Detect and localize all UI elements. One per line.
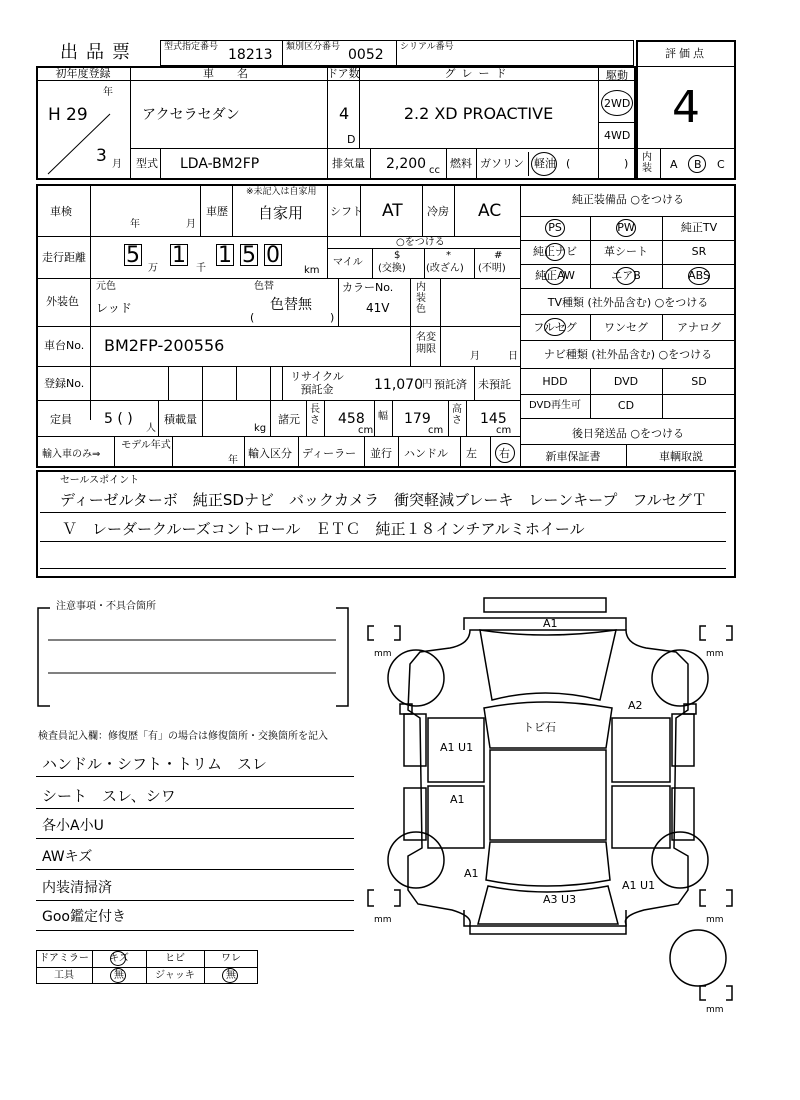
import-class-label: 輸入区分 <box>248 447 292 460</box>
equip-pw-circle <box>616 219 636 237</box>
import-year-unit: 年 <box>228 455 238 466</box>
first-reg-year-unit: 年 <box>103 87 113 98</box>
diagram-mm-5: mm <box>706 1005 724 1015</box>
equip-airbag: エアB <box>611 269 641 282</box>
mileage-man: 万 <box>148 263 158 274</box>
equip-airbag-circle <box>616 267 636 285</box>
inspection-label: 車検 <box>50 205 72 218</box>
equip-navi-circle <box>545 243 565 261</box>
mileage-digit-4: 5 <box>242 243 256 268</box>
diagram-mm-3: mm <box>374 915 392 925</box>
drive-2wd-circle <box>601 90 633 116</box>
inspector-line-3: 各小A小U <box>42 818 104 834</box>
acc-tools-none: 無 <box>114 970 124 981</box>
doors-label: ドア数 <box>327 67 360 80</box>
recycle-undeposit: 未預託 <box>478 378 511 391</box>
diagram-label-left-front-door: A1 U1 <box>440 741 474 754</box>
equipment-title: 純正装備品 ○をつける <box>571 193 685 206</box>
mileage-unit: km <box>304 265 320 276</box>
diagram-label-right-front: A2 <box>628 699 643 712</box>
tv-analog: アナログ <box>677 321 721 334</box>
chassis-value: BM2FP-200556 <box>104 336 225 355</box>
mileage-opt-star: * <box>446 250 451 261</box>
equip-ps-circle <box>545 219 565 237</box>
equip-leather: 革シート <box>604 245 648 258</box>
first-reg-year: 29 <box>66 105 88 125</box>
acc-scratch: キズ <box>109 953 129 964</box>
inspector-line-6: Goo鑑定付き <box>42 909 126 925</box>
inspector-line-5: 内装清掃済 <box>42 880 112 896</box>
recycle-label: リサイクル預託金 <box>290 370 344 396</box>
door-suffix: D <box>347 133 356 146</box>
equip-abs: ABS <box>688 269 710 282</box>
interior-grade-c: C <box>717 158 725 171</box>
interior-grade-b: B <box>694 158 702 171</box>
capacity-label: 定員 <box>50 413 72 426</box>
mileage-opt-mile: マイル <box>333 257 363 268</box>
later-docs-warranty: 新車保証書 <box>545 450 601 463</box>
displacement-value: 2,200 <box>386 156 427 172</box>
sheet-title: 出品票 <box>60 42 138 63</box>
tv-title: TV種類 (社外品含む) ○をつける <box>547 296 709 309</box>
history-label: 車歴 <box>206 205 228 218</box>
acc-tools: 工具 <box>54 970 74 981</box>
diagram-label-left-rear: A1 <box>464 867 479 880</box>
color-repaint-label: 色替 <box>254 281 274 292</box>
recycle-deposit: 預託済 <box>434 378 467 391</box>
shift-label: シフト <box>330 205 363 218</box>
grade-value: 2.2 XD PROACTIVE <box>403 104 554 123</box>
equip-aw-circle <box>545 267 565 285</box>
notes-label: 注意事項・不具合箇所 <box>56 601 156 612</box>
color-code-label: カラーNo. <box>342 281 394 294</box>
model-value: LDA-BM2FP <box>180 156 260 172</box>
ac-label: 冷房 <box>427 205 449 218</box>
recycle-value: 11,070 <box>374 377 423 393</box>
fuel-paren-open: ( <box>566 157 571 170</box>
mileage-digit-5: 0 <box>266 243 280 268</box>
acc-scratch-circle <box>110 951 126 966</box>
chassis-change-label: 名変期限 <box>416 332 436 355</box>
inspector-line-4: AWキズ <box>42 849 93 865</box>
interior-grade-a: A <box>670 158 678 171</box>
serial-label: シリアル番号 <box>400 42 454 52</box>
interior-label: 内装 <box>642 152 652 174</box>
equip-ps: PS <box>548 221 562 234</box>
later-docs-manual: 車輌取説 <box>659 450 703 463</box>
chassis-label: 車台No. <box>44 339 85 352</box>
diagram-label-rear: A3 U3 <box>543 893 577 906</box>
mileage-mark-label: ○をつける <box>396 237 445 248</box>
import-label: 輸入車のみ⇒ <box>42 449 101 460</box>
equip-navi: 純正ナビ <box>533 245 577 258</box>
handle-label: ハンドル <box>404 447 448 460</box>
equip-tv: 純正TV <box>680 221 718 234</box>
import-parallel: 並行 <box>370 447 392 460</box>
handle-left: 左 <box>466 447 477 460</box>
type-no: 18213 <box>228 47 273 63</box>
load-label: 積載量 <box>164 413 197 426</box>
diagram-label-front: A1 <box>543 617 558 630</box>
ac-value: AC <box>478 201 502 221</box>
capacity-value: 5 ( ) <box>104 411 133 427</box>
color-paren-open: ( <box>250 311 255 324</box>
acc-mirror: ドアミラー <box>39 953 89 964</box>
color-orig: レッド <box>96 301 132 315</box>
acc-jack-circle <box>222 968 238 983</box>
diagram-label-windshield: トビ石 <box>523 721 556 734</box>
sales-line-1: ディーゼルターボ 純正SDナビ バックカメラ 衝突軽減ブレーキ レーンキープ フルセグＴ <box>60 491 707 509</box>
color-paren-close: ) <box>330 311 335 324</box>
fuel-diesel-circle <box>531 152 557 176</box>
history-value: 自家用 <box>258 204 304 222</box>
first-reg-month: 3 <box>96 146 107 166</box>
drive-2wd: 2WD <box>604 97 631 110</box>
drive-label: 駆動 <box>606 69 628 82</box>
diagram-label-left-rear-door: A1 <box>450 793 465 806</box>
navi-dvdplay: DVD再生可 <box>528 400 582 411</box>
color-label: 外装色 <box>46 295 79 308</box>
load-unit: kg <box>254 423 267 434</box>
mileage-opt-unknown: (不明) <box>478 263 506 274</box>
tv-fullseg: フルセグ <box>533 321 577 334</box>
inspection-month: 月 <box>186 219 196 230</box>
interior-b-circle <box>688 155 706 173</box>
acc-crack: ヒビ <box>165 953 185 964</box>
length-value: 458 <box>338 411 365 427</box>
dims-label: 諸元 <box>278 413 300 426</box>
height-value: 145 <box>480 411 507 427</box>
tv-oneseg: ワンセグ <box>604 321 648 334</box>
notes-frame <box>30 600 356 718</box>
mileage-sen: 千 <box>196 263 206 274</box>
handle-right-circle <box>495 443 515 463</box>
history-note: ※未記入は自家用 <box>246 187 317 197</box>
color-repaint: 色替無 <box>270 297 312 313</box>
mileage-digit-2: 1 <box>172 243 186 268</box>
equip-sr: SR <box>691 245 707 258</box>
car-name: アクセラセダン <box>142 107 240 123</box>
mileage-digit-3: 1 <box>218 243 232 268</box>
chassis-day: 日 <box>508 351 518 362</box>
diagram-label-right-rear: A1 U1 <box>622 879 656 892</box>
mileage-opt-hash: # <box>494 250 503 261</box>
car-name-label: 車 名 <box>203 67 254 80</box>
width-unit: cm <box>428 425 444 436</box>
equip-aw: 純正AW <box>535 269 575 282</box>
inspector-label: 検査員記入欄：修復歴「有」の場合は修復箇所・交換箇所を記入 <box>38 731 328 742</box>
length-label: 長さ <box>310 404 320 426</box>
fuel-paren-close: ) <box>624 157 629 170</box>
displacement-label: 排気量 <box>332 157 365 170</box>
acc-break: ワレ <box>221 953 241 964</box>
chassis-month: 月 <box>470 351 480 362</box>
rating-label: 評価点 <box>665 47 707 60</box>
height-label: 高さ <box>452 404 462 426</box>
shift-value: AT <box>382 201 403 221</box>
mileage-opt-tamper: (改ざん) <box>426 263 464 274</box>
fuel-diesel: 軽油 <box>534 157 556 170</box>
mileage-opt-dollar: $ <box>394 250 401 261</box>
import-model-year-label: モデル年式 <box>121 440 171 451</box>
equip-pw: PW <box>617 221 635 234</box>
type-no-label: 型式指定番号 <box>164 42 219 52</box>
width-label: 幅 <box>378 411 388 422</box>
mileage-opt-exchange: (交換) <box>378 263 406 274</box>
diagram-mm-4: mm <box>706 915 724 925</box>
sales-line-2: Ｖ レーダークルーズコントロール ＥＴＣ 純正１８インチアルミホイール <box>62 520 585 538</box>
navi-hdd: HDD <box>542 375 568 388</box>
acc-jack: ジャッキ <box>155 970 195 981</box>
color-orig-label: 元色 <box>96 281 116 292</box>
first-reg-month-unit: 月 <box>112 159 122 170</box>
navi-cd: CD <box>617 399 635 412</box>
grade-label: グレード <box>444 67 513 80</box>
reg-label: 登録No. <box>44 377 85 390</box>
diagram-mm-2: mm <box>706 649 724 659</box>
fuel-label: 燃料 <box>450 157 472 170</box>
rating-score: 4 <box>672 82 700 133</box>
navi-title: ナビ種類 (社外品含む) ○をつける <box>543 348 713 361</box>
equip-abs-circle <box>688 267 710 285</box>
height-unit: cm <box>496 425 512 436</box>
class-no: 0052 <box>348 47 384 63</box>
acc-jack-none: 無 <box>226 970 236 981</box>
width-value: 179 <box>404 411 431 427</box>
handle-right: 右 <box>499 447 510 460</box>
displacement-unit: cc <box>429 165 440 176</box>
first-reg-label: 初年度登録 <box>55 67 111 80</box>
first-reg-era: H <box>48 105 61 125</box>
first-reg-slash <box>44 112 114 176</box>
mileage-digit-1: 5 <box>126 243 140 268</box>
class-no-label: 類別区分番号 <box>286 42 341 52</box>
color-code: 41V <box>366 301 390 315</box>
drive-4wd: 4WD <box>604 129 631 142</box>
fuel-gasoline: ガソリン <box>480 157 524 170</box>
diagram-mm-1: mm <box>374 649 392 659</box>
inspector-line-2: シート スレ、シワ <box>42 787 176 805</box>
inspector-line-1: ハンドル・シフト・トリム スレ <box>42 755 268 773</box>
inspection-year: 年 <box>130 219 140 230</box>
navi-sd: SD <box>691 375 707 388</box>
door-count: 4 <box>339 104 350 123</box>
recycle-unit: 円 <box>422 379 432 390</box>
later-docs-title: 後日発送品 ○をつける <box>571 427 685 440</box>
sales-label: セールスポイント <box>60 475 140 486</box>
tv-fullseg-circle <box>544 318 566 336</box>
color-int-label: 内装色 <box>416 282 426 315</box>
length-unit: cm <box>358 425 374 436</box>
mileage-label: 走行距離 <box>42 251 86 264</box>
car-damage-diagram <box>360 590 760 1030</box>
capacity-unit: 人 <box>146 423 156 434</box>
model-label: 型式 <box>136 157 158 170</box>
navi-dvd: DVD <box>613 375 639 388</box>
acc-tools-circle <box>110 968 126 983</box>
import-dealer: ディーラー <box>302 447 357 460</box>
